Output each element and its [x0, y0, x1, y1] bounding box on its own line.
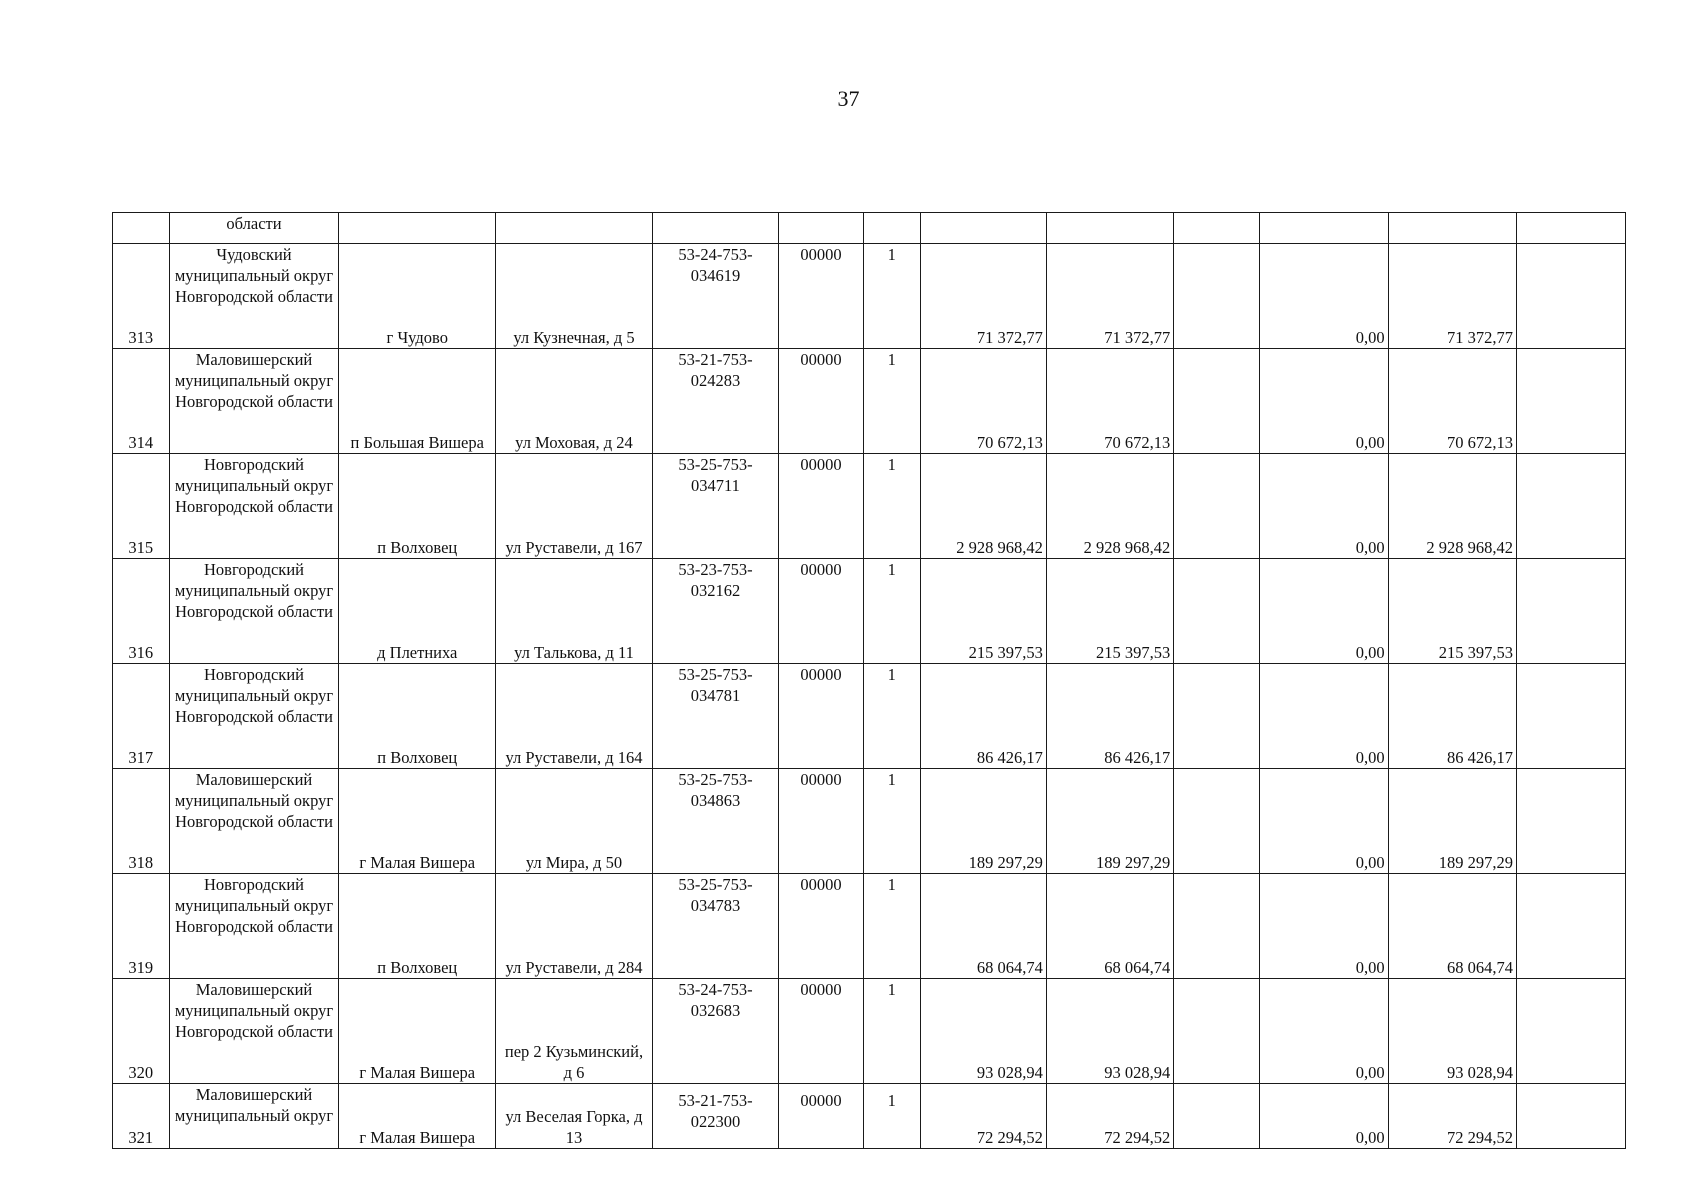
- cell-amount-3: 0,00: [1260, 559, 1388, 664]
- cell-quantity: 1: [864, 349, 921, 454]
- cell-okato: 53-21-753-022300: [652, 1084, 778, 1149]
- cell-amount-2: 2 928 968,42: [1046, 454, 1173, 559]
- register-table: [112, 212, 1626, 1149]
- cell-code: 00000: [779, 874, 864, 979]
- cell-row-number: 321: [113, 1084, 170, 1149]
- cell-locality: г Малая Вишера: [339, 769, 496, 874]
- table-row: [113, 874, 1626, 979]
- cell-amount-3: 0,00: [1260, 874, 1388, 979]
- cell-empty: [1517, 874, 1626, 979]
- table-row: [113, 979, 1626, 1084]
- cell-address: ул Руставели, д 284: [496, 874, 653, 979]
- cell-num: [113, 213, 170, 244]
- cell-quantity: 1: [864, 244, 921, 349]
- cell-amount-2: 71 372,77: [1046, 244, 1173, 349]
- cell-empty: [1174, 244, 1260, 349]
- cell-locality: п Волховец: [339, 454, 496, 559]
- cell-municipality: Чудовский муниципальный округ Новгородской области: [169, 244, 339, 349]
- cell-okato: 53-24-753-032683: [652, 979, 778, 1084]
- cell-quantity: 1: [864, 979, 921, 1084]
- cell-amount-4: 215 397,53: [1388, 559, 1516, 664]
- cell-row-number: 313: [113, 244, 170, 349]
- cell-okato: 53-25-753-034863: [652, 769, 778, 874]
- cell-amount-4: 71 372,77: [1388, 244, 1516, 349]
- cell-row-number: 314: [113, 349, 170, 454]
- cell-amount-4: 68 064,74: [1388, 874, 1516, 979]
- cell-amount-1: 68 064,74: [920, 874, 1046, 979]
- table-row: [113, 349, 1626, 454]
- cell-okato: 53-21-753-024283: [652, 349, 778, 454]
- cell-amount-3: 0,00: [1260, 454, 1388, 559]
- cell-address: ул Веселая Горка, д 13: [496, 1084, 653, 1149]
- cell-quantity: 1: [864, 559, 921, 664]
- cell-amount-2: 215 397,53: [1046, 559, 1173, 664]
- cell-empty: [1174, 979, 1260, 1084]
- cell-amount-1: 2 928 968,42: [920, 454, 1046, 559]
- cell-quantity: 1: [864, 874, 921, 979]
- table-row: [113, 1084, 1626, 1149]
- cell-municipality: Маловишерский муниципальный округ Новгородской области: [169, 769, 339, 874]
- cell-municipality: Новгородский муниципальный округ Новгородской области: [169, 559, 339, 664]
- cell-amount-3: 0,00: [1260, 244, 1388, 349]
- cell-amount-1: 86 426,17: [920, 664, 1046, 769]
- cell-amount-1: 71 372,77: [920, 244, 1046, 349]
- cell-empty: [1517, 244, 1626, 349]
- cell-amount-1: 93 028,94: [920, 979, 1046, 1084]
- cell-row-number: 315: [113, 454, 170, 559]
- cell-amount-4: 86 426,17: [1388, 664, 1516, 769]
- cell-empty: [1517, 454, 1626, 559]
- cell-municipality: Новгородский муниципальный округ Новгородской области: [169, 874, 339, 979]
- cell-empty: [1517, 1084, 1626, 1149]
- cell-empty: [1517, 769, 1626, 874]
- cell-amount-4: 2 928 968,42: [1388, 454, 1516, 559]
- cell-okato: 53-25-753-034711: [652, 454, 778, 559]
- cell-locality: д Плетниха: [339, 559, 496, 664]
- cell-amount-3: 0,00: [1260, 664, 1388, 769]
- cell-row-number: 319: [113, 874, 170, 979]
- cell-municipality: Маловишерский муниципальный округ: [169, 1084, 339, 1149]
- cell-okato: 53-25-753-034781: [652, 664, 778, 769]
- cell-address: ул Руставели, д 167: [496, 454, 653, 559]
- cell-row-number: 318: [113, 769, 170, 874]
- page-number: 37: [837, 86, 860, 111]
- cell-name-tail: области: [169, 213, 339, 244]
- cell-row-number: 317: [113, 664, 170, 769]
- cell-amount-4: 93 028,94: [1388, 979, 1516, 1084]
- cell-empty: [1517, 559, 1626, 664]
- cell-amount-1: 70 672,13: [920, 349, 1046, 454]
- cell-code: 00000: [779, 979, 864, 1084]
- cell-amount-3: 0,00: [1260, 349, 1388, 454]
- cell-municipality: Маловишерский муниципальный округ Новгородской области: [169, 349, 339, 454]
- cell-address: ул Кузнечная, д 5: [496, 244, 653, 349]
- cell-quantity: 1: [864, 1084, 921, 1149]
- cell-code: 00000: [779, 454, 864, 559]
- table-row: [113, 664, 1626, 769]
- cell-address: ул Мира, д 50: [496, 769, 653, 874]
- table-row: [113, 769, 1626, 874]
- table-row: [113, 454, 1626, 559]
- cell-locality: г Малая Вишера: [339, 1084, 496, 1149]
- cell-municipality: Новгородский муниципальный округ Новгородской области: [169, 454, 339, 559]
- cell-amount-2: 93 028,94: [1046, 979, 1173, 1084]
- cell-amount-3: 0,00: [1260, 979, 1388, 1084]
- cell-address: ул Талькова, д 11: [496, 559, 653, 664]
- cell-quantity: 1: [864, 769, 921, 874]
- cell-quantity: 1: [864, 664, 921, 769]
- cell-code: 00000: [779, 559, 864, 664]
- cell-row-number: 316: [113, 559, 170, 664]
- cell-code: 00000: [779, 349, 864, 454]
- cell-amount-4: 70 672,13: [1388, 349, 1516, 454]
- cell-empty: [1517, 664, 1626, 769]
- cell-code: 00000: [779, 244, 864, 349]
- cell-amount-2: 86 426,17: [1046, 664, 1173, 769]
- cell-locality: п Волховец: [339, 874, 496, 979]
- cell-empty: [1174, 769, 1260, 874]
- cell-municipality: Маловишерский муниципальный округ Новгородской области: [169, 979, 339, 1084]
- cell-code: 00000: [779, 769, 864, 874]
- cell-empty: [1517, 349, 1626, 454]
- cell-address: пер 2 Кузьминский, д 6: [496, 979, 653, 1084]
- cell-locality: п Волховец: [339, 664, 496, 769]
- cell-amount-4: 72 294,52: [1388, 1084, 1516, 1149]
- cell-empty: [1174, 454, 1260, 559]
- cell-address: ул Руставели, д 164: [496, 664, 653, 769]
- cell-empty: [1174, 559, 1260, 664]
- cell-empty: [1174, 349, 1260, 454]
- cell-locality: г Чудово: [339, 244, 496, 349]
- cell-code: 00000: [779, 1084, 864, 1149]
- cell-empty: [1174, 1084, 1260, 1149]
- cell-quantity: 1: [864, 454, 921, 559]
- cell-amount-3: 0,00: [1260, 1084, 1388, 1149]
- cell-amount-2: 72 294,52: [1046, 1084, 1173, 1149]
- cell-amount-2: 189 297,29: [1046, 769, 1173, 874]
- cell-amount-1: 189 297,29: [920, 769, 1046, 874]
- table-row: [113, 244, 1626, 349]
- cell-code: 00000: [779, 664, 864, 769]
- cell-row-number: 320: [113, 979, 170, 1084]
- cell-locality: г Малая Вишера: [339, 979, 496, 1084]
- cell-okato: 53-25-753-034783: [652, 874, 778, 979]
- cell-empty: [1517, 979, 1626, 1084]
- cell-amount-3: 0,00: [1260, 769, 1388, 874]
- cell-okato: 53-23-753-032162: [652, 559, 778, 664]
- cell-okato: 53-24-753-034619: [652, 244, 778, 349]
- cell-locality: п Большая Вишера: [339, 349, 496, 454]
- cell-empty: [1174, 664, 1260, 769]
- register-table-body: [113, 213, 1626, 1149]
- cell-amount-4: 189 297,29: [1388, 769, 1516, 874]
- cell-amount-2: 68 064,74: [1046, 874, 1173, 979]
- table-row: [113, 559, 1626, 664]
- cell-amount-1: 215 397,53: [920, 559, 1046, 664]
- cell-address: ул Моховая, д 24: [496, 349, 653, 454]
- cell-municipality: Новгородский муниципальный округ Новгородской области: [169, 664, 339, 769]
- cell-empty: [1174, 874, 1260, 979]
- cell-amount-1: 72 294,52: [920, 1084, 1046, 1149]
- continuation-row: [113, 213, 1626, 244]
- cell-amount-2: 70 672,13: [1046, 349, 1173, 454]
